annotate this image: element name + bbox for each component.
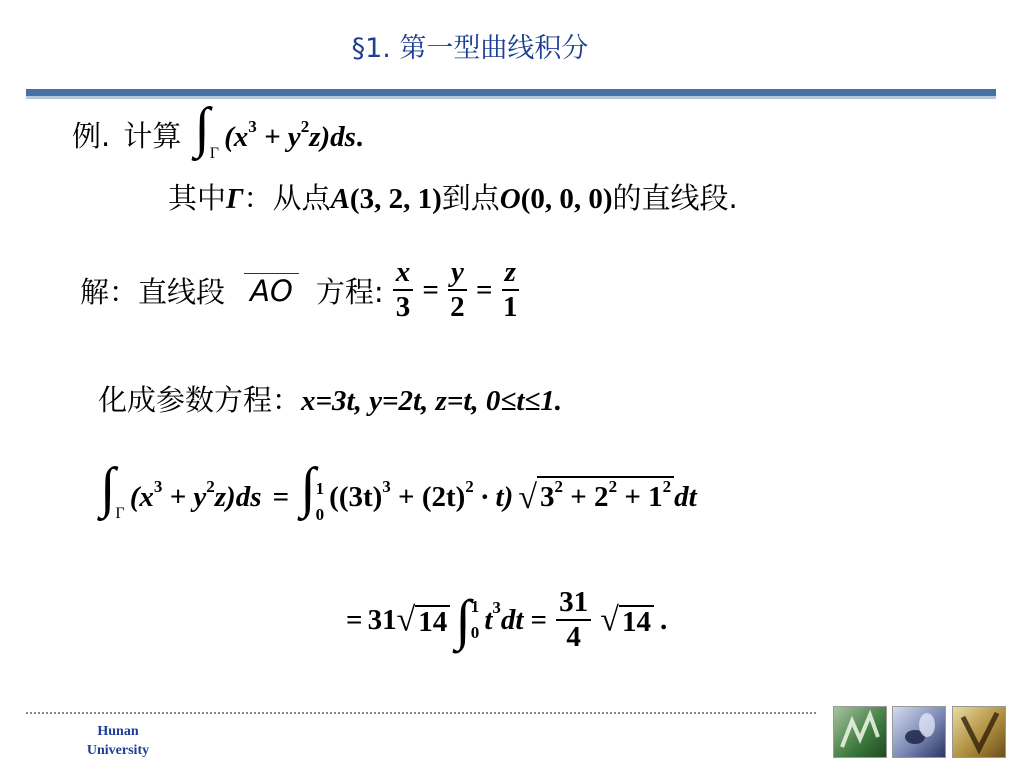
fraction-x: $\frac{x}{3}$ <box>393 256 414 325</box>
title-divider-shadow <box>26 96 996 99</box>
param-equations: x=3t, y=2t, z=t, 0≤t≤1. <box>301 385 563 417</box>
solution-prefix: 解：直线段 <box>80 274 226 309</box>
definite-integral-sign: ∫ <box>455 589 471 652</box>
segment-ao: AO <box>244 273 299 308</box>
slide-title: §1. 第一型曲线积分 <box>351 33 589 64</box>
equals-sign-2: = <box>530 603 548 636</box>
equation-label: 方程: <box>315 274 384 309</box>
lhs-integrand: $(x^3 + y^2z)ds$ <box>129 477 262 513</box>
fraction-y: $\frac{y}{2}$ <box>448 256 467 325</box>
integral-sign: ∫ <box>100 457 116 519</box>
param-label: 化成参数方程： <box>98 383 302 417</box>
footer-line-2: University <box>86 743 150 758</box>
sqrt-icon: √ <box>600 601 619 639</box>
condition-suffix: 的直线段. <box>612 181 738 215</box>
sqrt-icon: √ <box>518 479 538 516</box>
definite-integral-sign: ∫ <box>300 457 316 519</box>
differential-dt: dt <box>674 481 697 513</box>
integral-subscript: Γ <box>209 145 220 162</box>
sqrt-value: 14 <box>415 605 450 639</box>
integral-limits: 1 0 <box>315 478 325 524</box>
footer-line-1: Hunan <box>97 724 139 739</box>
equals-sign: = <box>346 603 363 636</box>
integral-limits: 1 0 <box>470 597 480 643</box>
solution-line <box>80 256 523 325</box>
sqrt-icon: √ <box>396 601 416 639</box>
integral-equation-2 <box>346 586 667 655</box>
university-logo-text <box>78 722 158 760</box>
point-a-coords: (3, 2, 1) <box>349 183 442 215</box>
differential-dt: dt <box>500 603 524 636</box>
param-line <box>98 378 562 419</box>
period: . <box>659 603 668 636</box>
condition-line <box>168 176 738 217</box>
example-label: 例. <box>72 119 111 153</box>
sqrt-expression: $3^2 + 2^2 + 1^2$ <box>537 476 674 514</box>
integral-subscript: Γ <box>115 505 125 522</box>
example-verb: 计算 <box>123 119 182 153</box>
integrand: $(x^3 + y^2z)ds$. <box>224 117 364 153</box>
equals-1: = <box>422 273 439 306</box>
integral-sign: ∫ <box>194 97 210 159</box>
decoration-image-3 <box>952 706 1006 758</box>
point-o-coords: (0, 0, 0) <box>520 183 613 215</box>
example-line <box>72 97 364 163</box>
integral-equation-1 <box>100 457 697 528</box>
t-exponent: 3 <box>492 598 501 618</box>
point-a: A <box>330 183 350 215</box>
variable-t: t <box>484 603 493 636</box>
title-divider <box>26 89 996 96</box>
condition-to: 到点 <box>441 181 500 215</box>
rhs-integrand: $((3t)^3 + (2t)^2 \cdot t)$ <box>329 477 514 513</box>
footer-divider <box>26 712 816 714</box>
condition-from: ：从点 <box>243 181 331 215</box>
decoration-image-1 <box>833 706 887 758</box>
condition-prefix: 其中 <box>168 181 227 215</box>
equals-sign: = <box>272 481 290 513</box>
point-o: O <box>499 183 521 215</box>
gamma-symbol: Γ <box>226 183 244 215</box>
coefficient: 31 <box>367 603 397 636</box>
sqrt-value-2: 14 <box>619 605 654 639</box>
result-fraction: $\frac{31}{4}$ <box>556 586 591 655</box>
fraction-z: $\frac{z}{1}$ <box>502 256 518 324</box>
decoration-image-2 <box>892 706 946 758</box>
equals-2: = <box>475 273 493 306</box>
